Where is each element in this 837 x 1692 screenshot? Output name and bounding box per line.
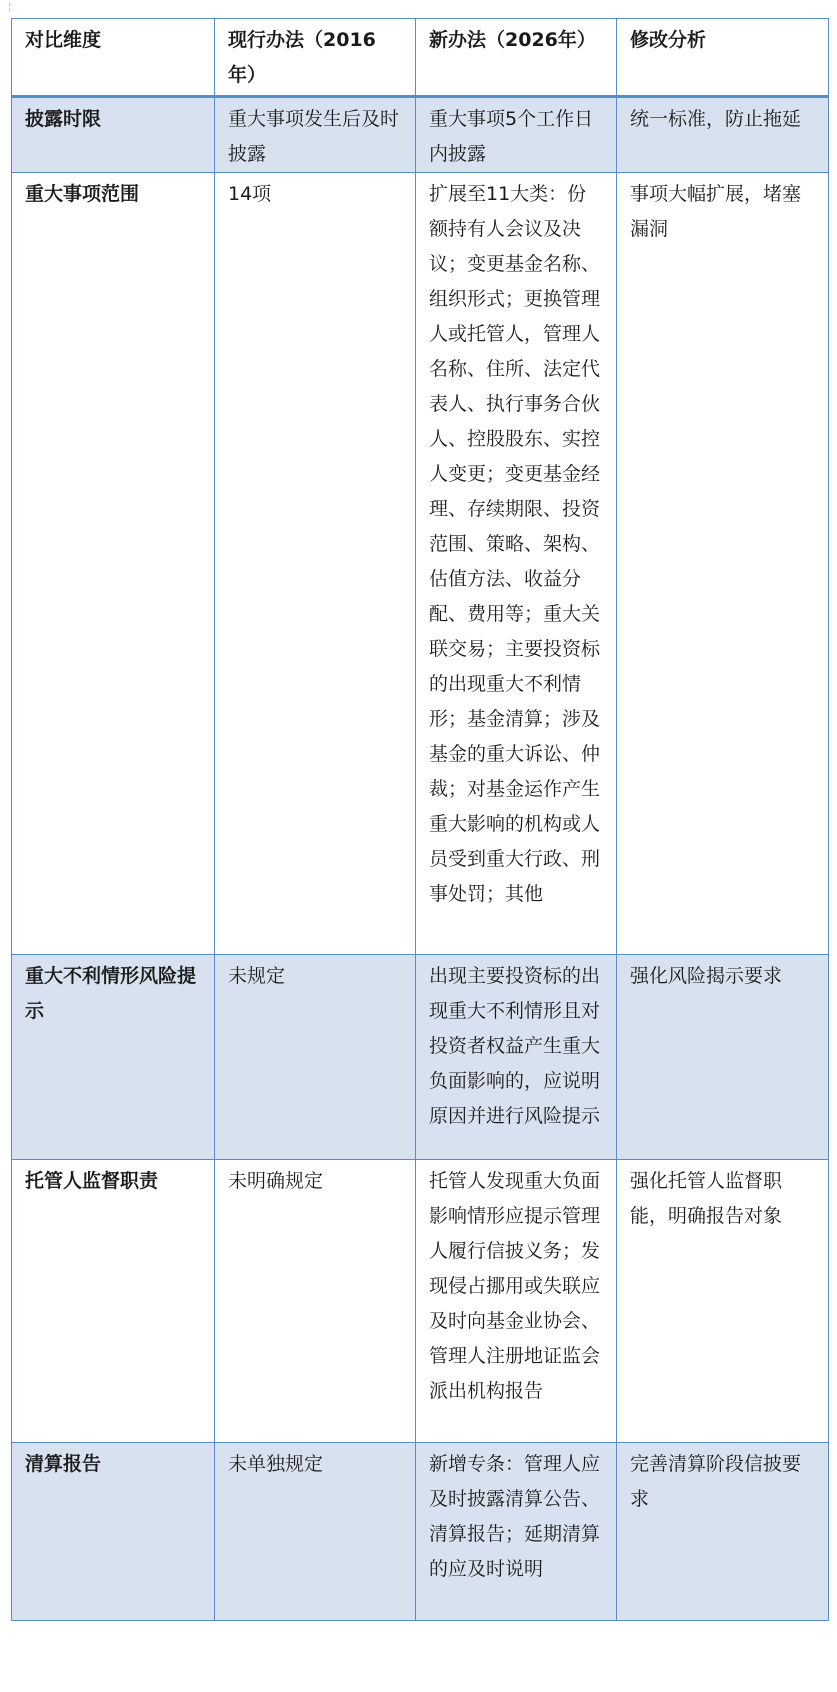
table-row	[12, 173, 829, 955]
table-row	[12, 1443, 829, 1621]
header-analysis: 修改分析	[617, 19, 829, 97]
row-analysis: 完善清算阶段信披要求	[617, 1443, 829, 1621]
row-new: 重大事项5个工作日内披露	[416, 97, 617, 173]
row-current: 未单独规定	[215, 1443, 416, 1621]
row-analysis: 强化风险揭示要求	[617, 955, 829, 1160]
row-new: 新增专条：管理人应及时披露清算公告、清算报告；延期清算的应及时说明	[416, 1443, 617, 1621]
row-dimension: 托管人监督职责	[12, 1160, 215, 1443]
row-current: 未明确规定	[215, 1160, 416, 1443]
table-header-row	[12, 19, 829, 97]
row-current: 重大事项发生后及时披露	[215, 97, 416, 173]
row-dimension: 清算报告	[12, 1443, 215, 1621]
row-analysis: 事项大幅扩展，堵塞漏洞	[617, 173, 829, 955]
row-analysis: 统一标准，防止拖延	[617, 97, 829, 173]
header-new-rules: 新办法（2026年）	[416, 19, 617, 97]
page-corner-mark: ¦	[8, 2, 12, 13]
row-dimension: 重大不利情形风险提示	[12, 955, 215, 1160]
table-row	[12, 1160, 829, 1443]
row-new: 托管人发现重大负面影响情形应提示管理人履行信披义务；发现侵占挪用或失联应及时向基金业协会、管理人注册地证监会派出机构报告	[416, 1160, 617, 1443]
row-dimension: 重大事项范围	[12, 173, 215, 955]
row-new: 出现主要投资标的出现重大不利情形且对投资者权益产生重大负面影响的，应说明原因并进行风险提示	[416, 955, 617, 1160]
table-row	[12, 955, 829, 1160]
row-analysis: 强化托管人监督职能，明确报告对象	[617, 1160, 829, 1443]
row-current: 14项	[215, 173, 416, 955]
table-row	[12, 97, 829, 173]
row-new: 扩展至11大类：份额持有人会议及决议；变更基金名称、组织形式；更换管理人或托管人，管理人名称、住所、法定代表人、执行事务合伙人、控股股东、实控人变更；变更基金经理、存续期限、投资范围、策略、架构、估值方法、收益分配、费用等；重大关联交易；主要投资标的出现重大不利情形；基金清算；涉及基金的重大诉讼、仲裁；对基金运作产生重大影响的机构或人员受到重大行政、刑事处罚；其他	[416, 173, 617, 955]
header-dimension: 对比维度	[12, 19, 215, 97]
comparison-table	[11, 18, 829, 1621]
header-current-rules: 现行办法（2016年）	[215, 19, 416, 97]
row-current: 未规定	[215, 955, 416, 1160]
row-dimension: 披露时限	[12, 97, 215, 173]
